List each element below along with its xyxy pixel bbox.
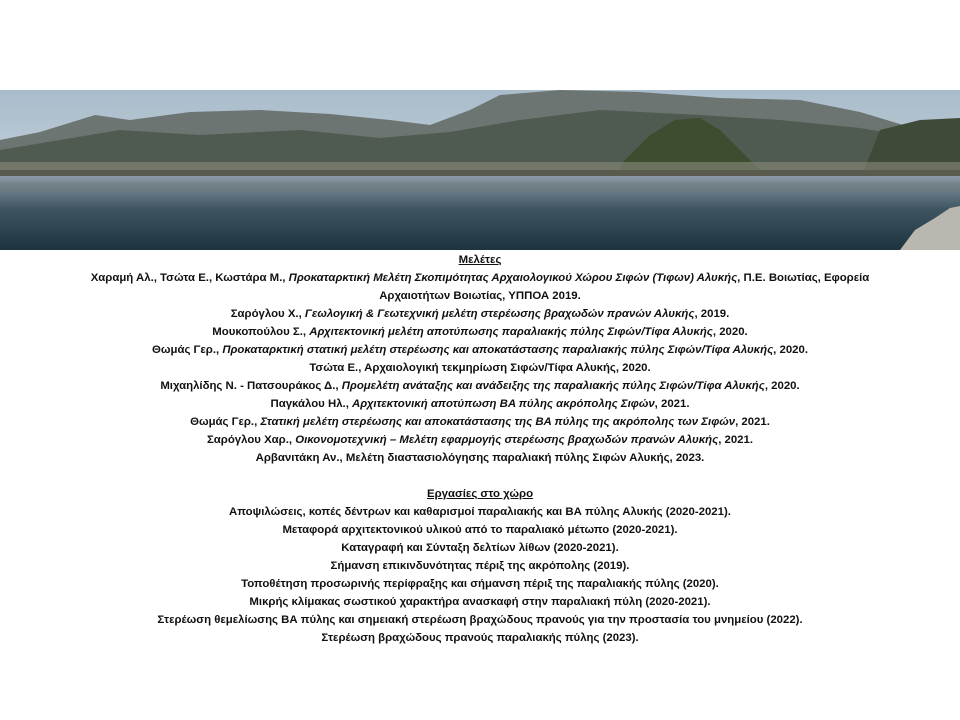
study-authors: Παγκάλου Ηλ., (270, 398, 353, 410)
study-authors: Μουκοπούλου Σ., (212, 326, 310, 338)
study-authors: Σαρόγλου Χαρ., (206, 434, 296, 446)
study-entry (0, 377, 960, 395)
work-item: Αποψιλώσεις, κοπές δέντρων και καθαρισμοί παραλιακής και ΒΑ πύλης Αλυκής (2020-2021). (229, 506, 731, 518)
study-title: Γεωλογική & Γεωτεχνική μελέτη στερέωσης βραχωδών πρανών Αλυκής (304, 308, 695, 320)
study-suffix: , 2019. (694, 308, 730, 320)
work-item: Μεταφορά αρχιτεκτονικού υλικού από το παραλιακό μέτωπο (2020-2021). (282, 524, 678, 536)
study-entry (0, 323, 960, 341)
study-suffix: , Π.Ε. Βοιωτίας, Εφορεία Αρχαιοτήτων Βοιωτίας, ΥΠΠΟΑ 2019. (379, 272, 870, 302)
study-entry (0, 269, 960, 305)
study-authors: Θωμάς Γερ., (152, 344, 223, 356)
study-authors: Τσώτα Ε., Αρχαιολογική τεκμηρίωση Σιφών/Τίφα Αλυκής, 2020. (309, 362, 651, 374)
work-item: Στερέωση θεμελίωσης ΒΑ πύλης και σημειακή στερέωση βραχώδους πρανούς για την προστασία του μνημείου (2022). (157, 614, 803, 626)
study-title: Στατική μελέτη στερέωσης και αποκατάστασης της ΒΑ πύλης της ακρόπολης των Σιφών (260, 416, 736, 428)
text-content (0, 251, 960, 647)
study-title: Προκαταρκτική Μελέτη Σκοπιμότητας Αρχαιολογικού Χώρου Σιφών (Τιφων) Αλυκής (288, 272, 738, 284)
study-suffix: , 2021. (735, 416, 770, 428)
study-authors: Μιχαηλίδης Ν. - Πατσουράκος Δ., (160, 380, 342, 392)
study-authors: Αρβανιτάκη Αν., Μελέτη διαστασιολόγησης παραλιακή πύλης Σιφών Αλυκής, 2023. (255, 452, 705, 464)
work-item: Στερέωση βραχώδους πρανούς παραλιακής πύλης (2023). (321, 632, 639, 644)
panorama-landscape-icon (0, 90, 960, 250)
study-title: Αρχιτεκτονική αποτύπωση ΒΑ πύλης ακρόπολης Σιφών (352, 398, 655, 410)
study-title: Αρχιτεκτονική μελέτη αποτύπωσης παραλιακής πύλης Σιφών/Τίφα Αλυκής (309, 326, 713, 338)
work-item: Μικρής κλίμακας σωστικού χαρακτήρα ανασκαφή στην παραλιακή πύλη (2020-2021). (249, 596, 711, 608)
panorama-photo (0, 90, 960, 250)
study-title: Προκαταρκτική στατική μελέτη στερέωσης και αποκατάστασης παραλιακής πύλης Σιφών/Τίφα Αλυκής (222, 344, 774, 356)
study-authors: Θωμάς Γερ., (190, 416, 261, 428)
study-suffix: , 2021. (654, 398, 690, 410)
study-entry (0, 449, 960, 467)
study-title: Προμελέτη ανάταξης και ανάδειξης της παραλιακής πύλης Σιφών/Τίφα Αλυκής (341, 380, 765, 392)
work-item: Τοποθέτηση προσωρινής περίφραξης και σήμανση πέριξ της παραλιακής πύλης (2020). (241, 578, 719, 590)
works-list (0, 503, 960, 647)
studies-list (0, 269, 960, 467)
study-entry (0, 395, 960, 413)
study-title: Οικονομοτεχνική – Μελέτη εφαρμογής στερέωσης βραχωδών πρανών Αλυκής (295, 434, 719, 446)
study-suffix: , 2021. (718, 434, 754, 446)
studies-heading: Μελέτες (458, 254, 502, 266)
study-suffix: , 2020. (712, 326, 748, 338)
study-entry (0, 431, 960, 449)
study-entry (0, 413, 960, 431)
study-suffix: , 2020. (773, 344, 808, 356)
study-authors: Χαραμή Αλ., Τσώτα Ε., Κωστάρα Μ., (90, 272, 289, 284)
study-entry (0, 341, 960, 359)
study-authors: Σαρόγλου Χ., (230, 308, 305, 320)
work-item: Σήμανση επικινδυνότητας πέριξ της ακρόπολης (2019). (330, 560, 630, 572)
study-entry (0, 359, 960, 377)
works-heading: Εργασίες στο χώρο (426, 488, 534, 500)
study-entry (0, 305, 960, 323)
study-suffix: , 2020. (764, 380, 800, 392)
work-item: Καταγραφή και Σύνταξη δελτίων λίθων (2020-2021). (341, 542, 619, 554)
